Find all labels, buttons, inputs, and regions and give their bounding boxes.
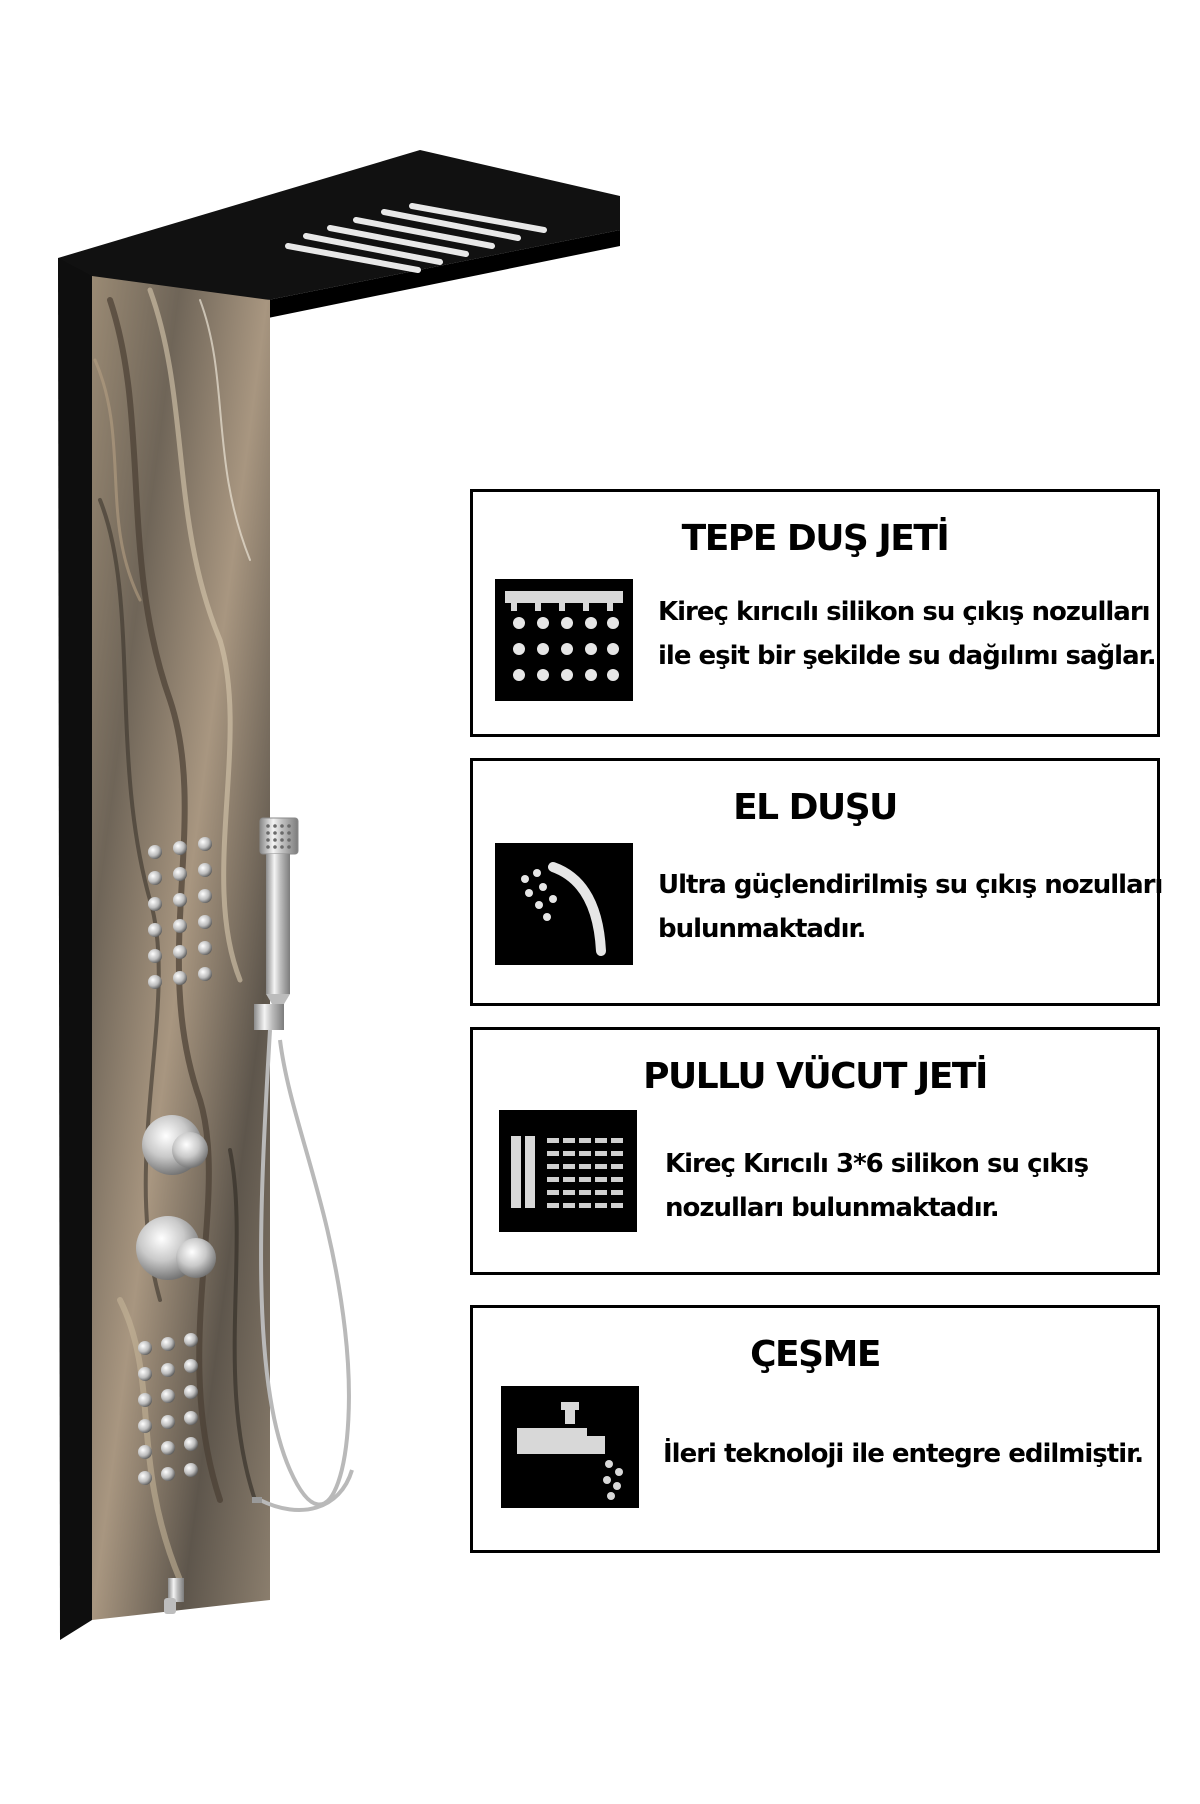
feature-description xyxy=(658,863,1162,951)
feature-description-line-1: Kireç Kırıcılı 3*6 silikon su çıkış xyxy=(665,1149,1089,1179)
feature-title: TEPE DUŞ JETİ xyxy=(681,518,949,559)
feature-description-line-2: nozulları bulunmaktadır. xyxy=(665,1193,999,1223)
feature-title: ÇEŞME xyxy=(750,1334,880,1375)
feature-title: PULLU VÜCUT JETİ xyxy=(643,1056,987,1097)
feature-description xyxy=(663,1432,1143,1476)
feature-description-line-2: ile eşit bir şekilde su dağılımı sağlar. xyxy=(658,641,1156,671)
shower-hose xyxy=(261,1030,349,1505)
feature-title: EL DUŞU xyxy=(733,787,897,828)
feature-description-line-1: Kireç kırıcılı silikon su çıkış nozulları xyxy=(658,597,1150,627)
body-jet-icon xyxy=(499,1110,637,1232)
feature-description-line-1: İleri teknoloji ile entegre edilmiştir. xyxy=(663,1439,1144,1469)
feature-card-top-shower xyxy=(470,489,1160,737)
feature-description-line-2: bulunmaktadır. xyxy=(658,914,866,944)
feature-card-hand-shower xyxy=(470,758,1163,1006)
hand-shower-icon xyxy=(495,843,633,965)
feature-card-body-jet xyxy=(470,1027,1160,1275)
feature-description-line-1: Ultra güçlendirilmiş su çıkış nozulları xyxy=(658,870,1163,900)
rain-shower-icon xyxy=(495,579,633,701)
feature-description xyxy=(665,1142,1088,1230)
faucet-icon xyxy=(501,1386,639,1508)
feature-description xyxy=(658,590,1156,678)
feature-card-faucet xyxy=(470,1305,1160,1553)
panel-frame xyxy=(58,258,92,1640)
